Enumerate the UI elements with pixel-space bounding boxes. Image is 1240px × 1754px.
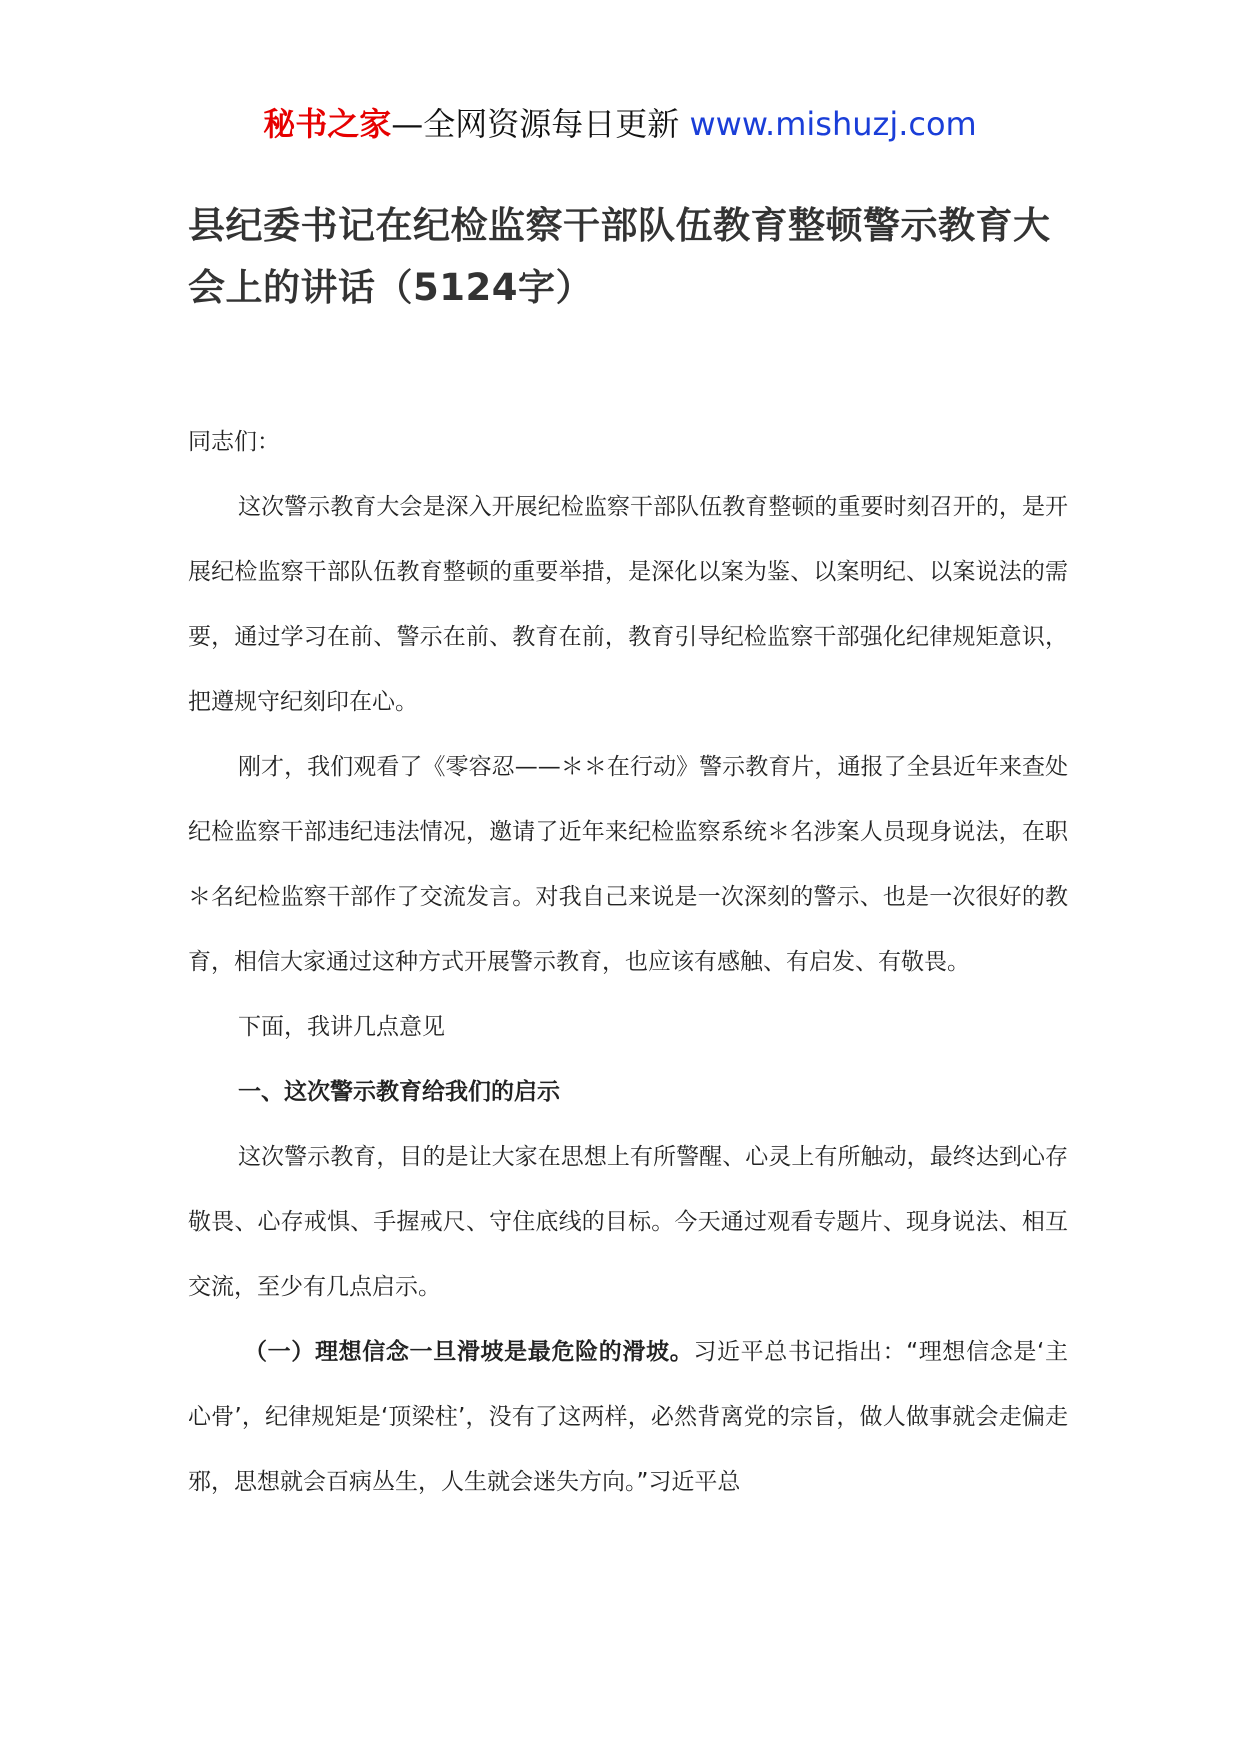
paragraph xyxy=(188,1320,1068,1515)
paragraph: 刚才，我们观看了《零容忍——＊＊在行动》警示教育片，通报了全县近年来查处纪检监察干部违纪违法情况，邀请了近年来纪检监察系统＊名涉案人员现身说法，在职＊名纪检监察干部作了交流发言。对我自己来说是一次深刻的警示、也是一次很好的教育，相信大家通过这种方式开展警示教育，也应该有感触、有启发、有敬畏。 xyxy=(188,754,1068,975)
site-brand: 秘书之家 xyxy=(263,105,392,143)
site-header xyxy=(0,100,1240,148)
site-url-link[interactable]: www.mishuzj.com xyxy=(689,105,977,143)
salutation: 同志们： xyxy=(188,429,280,455)
paragraph: 这次警示教育，目的是让大家在思想上有所警醒、心灵上有所触动，最终达到心存敬畏、心存戒惧、手握戒尺、守住底线的目标。今天通过观看专题片、现身说法、相互交流，至少有几点启示。 xyxy=(188,1144,1068,1300)
paragraph: 下面，我讲几点意见 xyxy=(238,1014,445,1040)
document-body xyxy=(188,410,1068,1515)
site-tagline: —全网资源每日更新 xyxy=(391,105,690,143)
subsection-heading: （一）理想信念一旦滑坡是最危险的滑坡。 xyxy=(244,1339,694,1365)
section-heading: 一、这次警示教育给我们的启示 xyxy=(238,1079,560,1105)
paragraph: 这次警示教育大会是深入开展纪检监察干部队伍教育整顿的重要时刻召开的，是开展纪检监察干部队伍教育整顿的重要举措，是深化以案为鉴、以案明纪、以案说法的需要，通过学习在前、警示在前、教育在前，教育引导纪检监察干部强化纪律规矩意识，把遵规守纪刻印在心。 xyxy=(188,494,1068,715)
paragraph-text: 习近平总书记指出：“理想信念是‘主心骨’，纪律规矩是‘顶梁柱’，没有了这两样，必然背离党的宗旨，做人做事就会走偏走邪，思想就会百病丛生，人生就会迷失方向。”习近平总 xyxy=(188,1339,1068,1495)
document-title: 县纪委书记在纪检监察干部队伍教育整顿警示教育大会上的讲话（5124字） xyxy=(188,204,1051,309)
